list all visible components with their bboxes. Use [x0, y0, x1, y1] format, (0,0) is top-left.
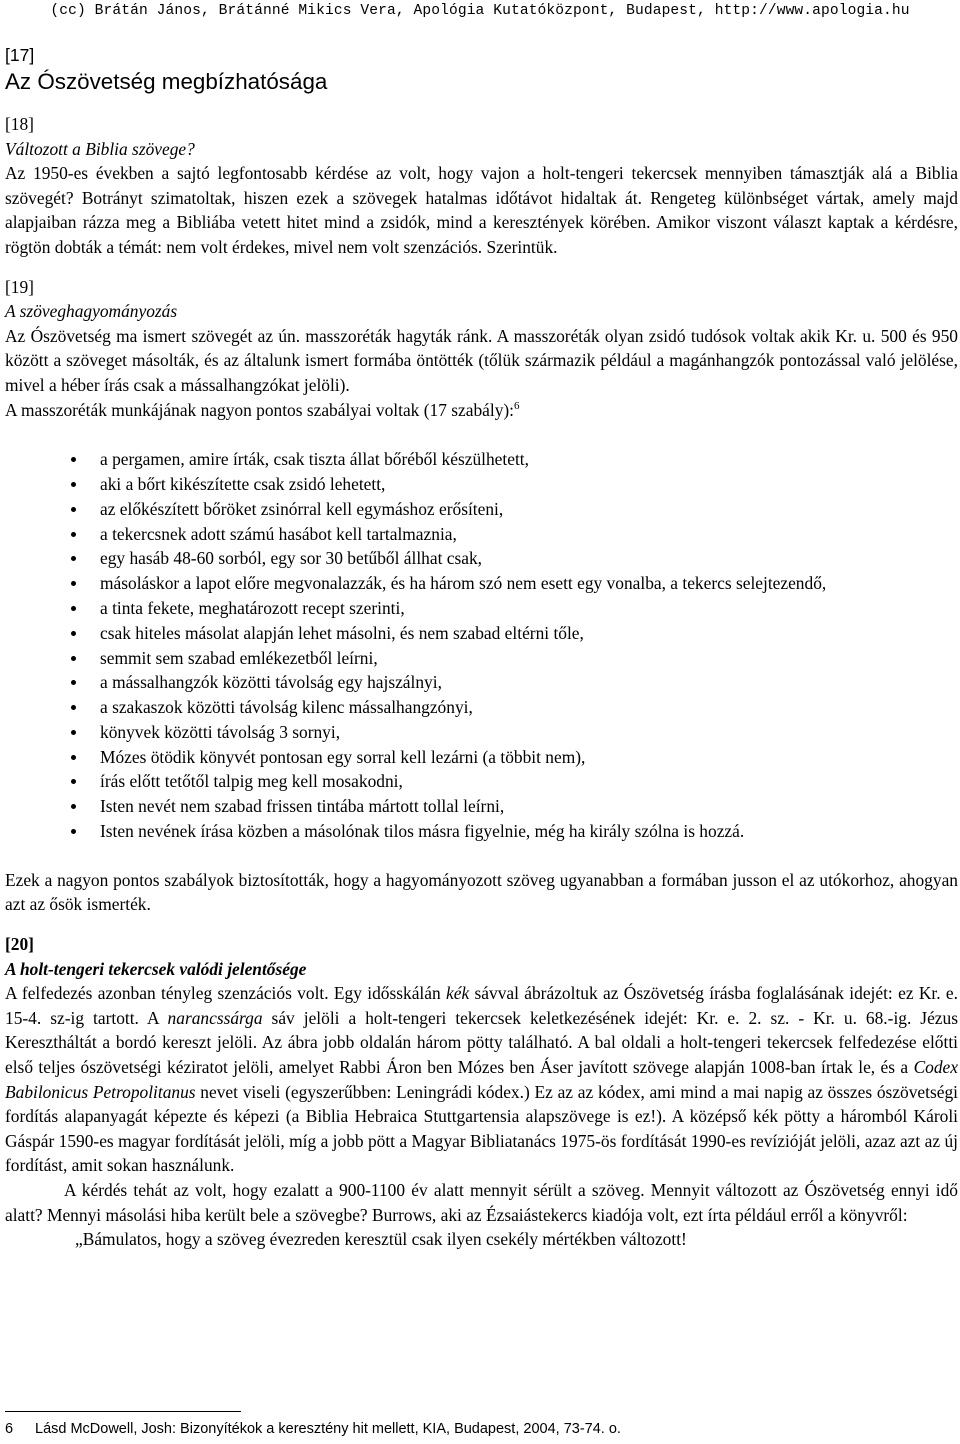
section-title: A holt-tengeri tekercsek valódi jelentősége	[5, 958, 307, 979]
bullet-icon	[71, 482, 76, 487]
text-run-italic: narancssárga	[167, 1007, 263, 1028]
text-run: nevet viseli (egyszerűbben: Leningrádi kódex.) Ez az az kódex, ami mind a mai napig az összes ószövetségi fordítás alapanyagát képezte és képezi (a Biblia Hebraica Stuttgartensia alapszövege is ez!). A középső kék pötty a háromból Károli Gáspár 1590-es magyar fordítását jelöli, míg a jobb pött a Magyar Bibliatanács 1975-ös fordítását 1990-es revízióját jelöli, azaz azt az új fordítást, amit sokan használunk.	[5, 1081, 958, 1176]
rule-text: könyvek közötti távolság 3 sornyi,	[100, 721, 341, 742]
section-19	[5, 275, 958, 918]
bullet-icon	[71, 581, 76, 586]
bullet-icon	[71, 457, 76, 462]
footnote-reference: 6	[514, 399, 520, 412]
rule-text: a szakaszok közötti távolság kilenc mássalhangzónyi,	[100, 697, 473, 718]
bullet-icon	[71, 656, 76, 661]
rule-text: egy hasáb 48-60 sorból, egy sor 30 betűből állhat csak,	[100, 548, 483, 569]
rule-text: a pergamen, amire írták, csak tiszta állat bőréből készülhetett,	[100, 449, 529, 470]
rule-item	[5, 522, 958, 547]
rule-text: az előkészített bőröket zsinórral kell egymáshoz erősíteni,	[100, 498, 504, 519]
footnote-separator	[5, 1411, 241, 1412]
section-number: [19]	[5, 276, 34, 297]
rule-text: írás előtt tetőtől talpig meg kell mosakodni,	[100, 771, 403, 792]
section-17	[5, 43, 958, 97]
text-run: sávval ábrázoltuk az Ószövetség írásba foglalásának idejét: ez Kr. e. 15-4. sz-ig tartott. A	[5, 983, 958, 1028]
section-title: Változott a Biblia szövege?	[5, 138, 195, 159]
closing-paragraph: Ezek a nagyon pontos szabályok biztosították, hogy a hagyományozott szöveg ugyanabban a formában jusson el az utókorhoz, ahogyan azt az ősök ismerték.	[5, 869, 958, 915]
section-number: [18]	[5, 114, 34, 134]
paragraph	[5, 981, 958, 1178]
rule-text: a tekercsnek adott számú hasábot kell tartalmaznia,	[100, 523, 457, 544]
section-20	[5, 932, 958, 1252]
bullet-icon	[71, 532, 76, 537]
rule-item	[5, 819, 958, 844]
footnote-text: Lásd McDowell, Josh: Bizonyítékok a keresztény hit mellett, KIA, Budapest, 2004, 73-74. o.	[35, 1421, 621, 1437]
rule-item	[5, 596, 958, 621]
rule-item	[5, 571, 958, 596]
page-header: (cc) Brátán János, Brátánné Mikics Vera, Apológia Kutatóközpont, Budapest, http://www.apologia.hu	[50, 3, 910, 19]
rule-item	[5, 720, 958, 745]
rule-item	[5, 646, 958, 671]
rules-intro	[5, 398, 958, 423]
rule-item	[5, 769, 958, 794]
rule-text: Mózes ötödik könyvét pontosan egy sorral kell lezárni (a többit nem),	[100, 746, 586, 767]
section-title: Az Ószövetség megbízhatósága	[5, 69, 328, 94]
paragraph: Az Ószövetség ma ismert szövegét az ún. masszoréták hagyták ránk. A masszoréták olyan zsidó tudósok voltak akik Kr. u. 500 és 950 között a szöveget másolták, és az általunk ismert formába öntötték (tőlük származik például a magánhangzók pontozással való jelölése, mivel a héber írás csak a mássalhangzókat jelöli).	[5, 325, 958, 395]
rule-item	[5, 670, 958, 695]
paragraph: A kérdés tehát az volt, hogy ezalatt a 900-1100 év alatt mennyit sérült a szöveg. Mennyit változott az Ószövetség ennyi idő alatt? Mennyi másolási hiba került bele a szövegbe? Burrows, aki az Ézsaiástekercs kiadója volt, ezt írta például erről a könyvről:	[5, 1180, 958, 1225]
rule-item	[5, 447, 958, 472]
rule-item	[5, 472, 958, 497]
bullet-icon	[71, 606, 76, 611]
bullet-icon	[71, 507, 76, 512]
bullet-icon	[71, 556, 76, 561]
quote: „Bámulatos, hogy a szöveg évezreden keresztül csak ilyen csekély mértékben változott!	[75, 1229, 687, 1250]
section-number: [20]	[5, 934, 34, 955]
rule-item	[5, 794, 958, 819]
paragraph: Az 1950-es években a sajtó legfontosabb kérdése az volt, hogy vajon a holt-tengeri tekercsek mennyiben támasztják alá a Biblia szövegét? Botrányt szimatoltak, hiszen ezek a szövegek hatalmas időtávot hidaltak át. Rengeteg különbséget vártak, amely majd alapjaiban rázza meg a Bibliába vetett hitet mind a zsidók, mind a keresztények körében. Amikor viszont választ kaptak a kérdésre, rögtön dobták a témát: nem volt érdekes, mivel nem volt szenzációs. Szerintük.	[5, 163, 958, 257]
rule-item	[5, 546, 958, 571]
rule-text: a tinta fekete, meghatározott recept szerinti,	[100, 597, 405, 618]
bullet-icon	[71, 779, 76, 784]
bullet-icon	[71, 730, 76, 735]
footnote-number: 6	[5, 1421, 14, 1437]
footnote	[5, 1419, 621, 1439]
rule-text: Isten nevének írása közben a másolónak tilos másra figyelnie, még ha király szólna is hozzá.	[100, 821, 745, 842]
codex-name: Codex Babilonicus Petropolitanus	[5, 1057, 958, 1102]
bullet-icon	[71, 829, 76, 834]
bullet-icon	[71, 705, 76, 710]
text-run-italic: kék	[446, 983, 470, 1004]
rule-item	[5, 621, 958, 646]
rule-item	[5, 497, 958, 522]
rule-text: a mássalhangzók közötti távolság egy hajszálnyi,	[100, 672, 442, 693]
bullet-icon	[71, 804, 76, 809]
rule-item	[5, 745, 958, 770]
section-18	[5, 112, 958, 260]
rule-text: másoláskor a lapot előre megvonalazzák, és ha három szó nem esett egy vonalba, a tekercs selejtezendő,	[100, 573, 827, 594]
text-run: sáv jelöli a holt-tengeri tekercsek keletkezésének idejét: Kr. e. 2. sz. - Kr. u. 68.-ig. Jézus Keresztháltát a bordó kereszt jelöli. Az ábra jobb oldalán három pötty található. A bal oldali a holt-tengeri tekercsek felfedezése előtti első teljes ószövetségi kéziratot jelöli, amelyet Rabbi Áron ben Mózes ben Áser javított szövege alapján 1008-ban írtak le, és a	[5, 1007, 958, 1078]
section-number: [17]	[5, 45, 35, 65]
document-body	[5, 43, 958, 1252]
rule-text: csak hiteles másolat alapján lehet másolni, és nem szabad eltérni tőle,	[100, 622, 584, 643]
rule-text: semmit sem szabad emlékezetből leírni,	[100, 647, 378, 668]
rule-text: Isten nevét nem szabad frissen tintába mártott tollal leírni,	[100, 796, 505, 817]
bullet-icon	[71, 755, 76, 760]
rules-list	[5, 447, 958, 844]
text-run: A felfedezés azonban tényleg szenzációs volt. Egy idősskálán	[5, 983, 447, 1004]
rule-item	[5, 695, 958, 720]
section-title: A szöveghagyományozás	[5, 301, 178, 322]
bullet-icon	[71, 631, 76, 636]
rules-intro-text: A masszoréták munkájának nagyon pontos szabályai voltak (17 szabály):	[5, 399, 515, 420]
bullet-icon	[71, 680, 76, 685]
rule-text: aki a bőrt kikészítette csak zsidó lehetett,	[100, 473, 386, 494]
